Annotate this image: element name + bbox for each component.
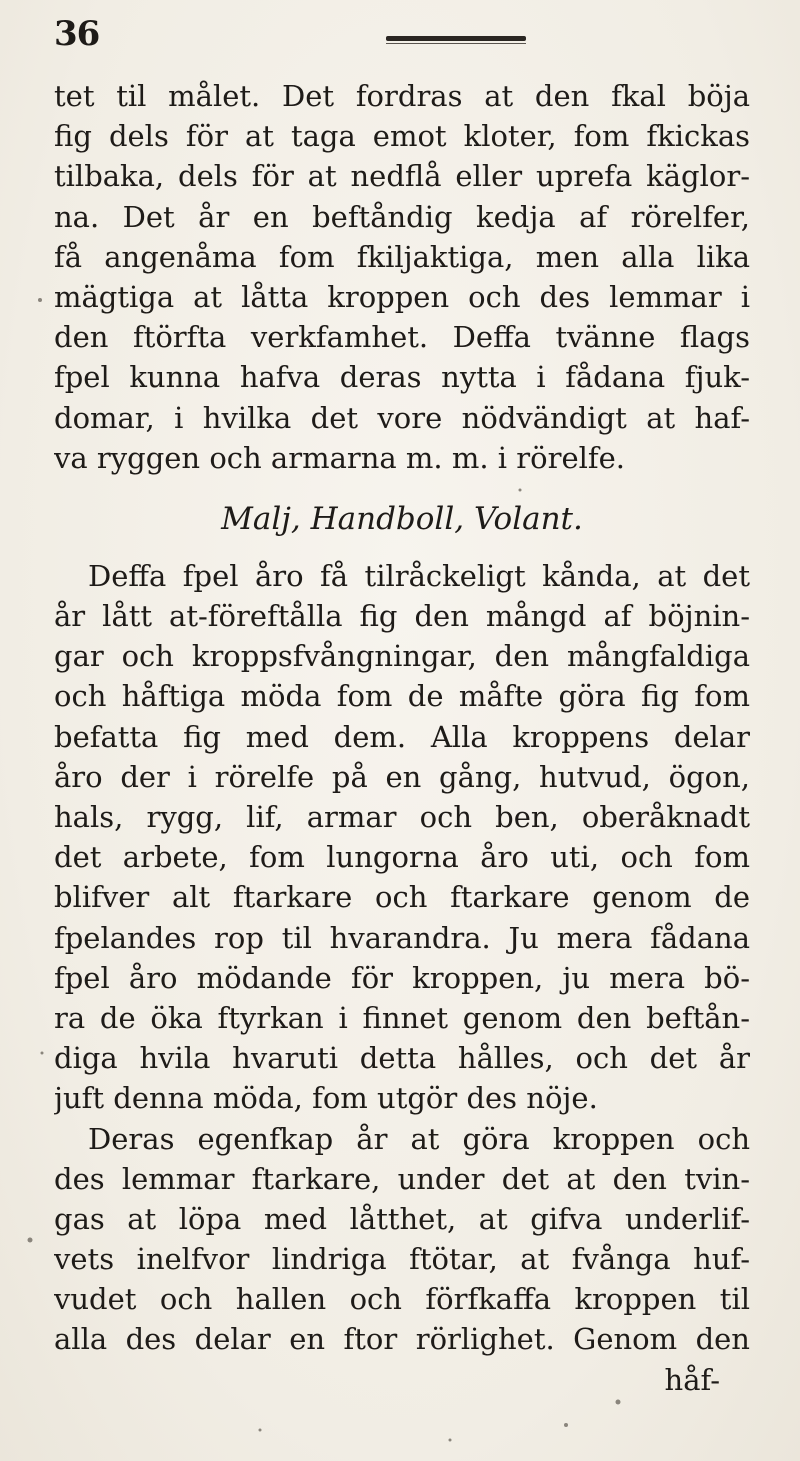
catchword: håf- [664, 1362, 720, 1397]
text-line: diga hvila hvaruti detta hålles, och det år [54, 1041, 750, 1076]
text-line: få angenåma fom fkiljaktiga, men alla lika [54, 239, 750, 274]
page-header [54, 14, 750, 76]
text-line: befatta fig med dem. Alla kroppens delar [54, 719, 750, 754]
text-line: domar, i hvilka det vore nödvändigt at haf- [54, 400, 750, 435]
body-text [54, 76, 750, 1400]
text-line: Deras egenfkap år at göra kroppen och [88, 1121, 750, 1156]
ornament-rule-icon [386, 36, 526, 44]
text-line: ra de öka ftyrkan i finnet genom den beftån- [54, 1000, 750, 1035]
text-line: vets inelfvor lindriga ftötar, at fvånga huf- [54, 1242, 750, 1277]
heading-part-3: Volant. [473, 500, 583, 537]
ornament-rule-thin [386, 43, 526, 44]
text-line: vudet och hallen och förfkaffa kroppen til [54, 1282, 750, 1317]
text-line: juft denna möda, fom utgör des nöje. [54, 1081, 598, 1116]
text-line: och håftiga möda fom de måfte göra fig fom [54, 679, 750, 714]
text-line: mägtiga at låtta kroppen och des lemmar i [54, 279, 750, 314]
heading-part-1: Malj [221, 500, 291, 537]
text-line: tilbaka, dels för at nedflå eller uprefa käglor- [54, 159, 750, 194]
text-line: hals, rygg, lif, armar och ben, oberåknadt [54, 800, 750, 834]
paragraph-3 [54, 1119, 750, 1360]
text-line: gar och kroppsfvångningar, den mångfaldiga [54, 639, 750, 674]
text-line: fpel kunna hafva deras nytta i fådana fjuk- [54, 360, 750, 395]
text-line: det arbete, fom lungorna åro uti, och fom [54, 840, 750, 875]
text-line: na. Det år en beftåndig kedja af rörelfer, [54, 199, 750, 234]
text-line: tet til målet. Det fordras at den fkal böja [54, 79, 750, 113]
text-line: blifver alt ftarkare och ftarkare genom de [54, 880, 750, 915]
section-heading [54, 496, 750, 542]
text-line: va ryggen och armarna m. m. i rörelfe. [54, 440, 626, 475]
text-line: fpelandes rop til hvarandra. Ju mera fådana [54, 920, 750, 955]
text-line: fpel åro mödande för kroppen, ju mera bö- [54, 960, 750, 995]
text-line: Deffa fpel åro få tilråckeligt kånda, at det [88, 558, 750, 593]
paragraph-1 [54, 76, 750, 478]
ornament-rule-bar [386, 36, 526, 41]
text-line: den ftörfta verkfamhet. Deffa tvänne flags [54, 320, 750, 355]
page-number: 36 [54, 14, 100, 54]
heading-part-2: Handboll [310, 500, 455, 537]
heading-separator: , [290, 500, 311, 537]
text-line: des lemmar ftarkare, under det at den tvin- [54, 1161, 750, 1196]
heading-separator: , [454, 500, 474, 537]
text-line: åro der i rörelfe på en gång, hutvud, ögon, [54, 759, 750, 794]
text-line: fig dels för at taga emot kloter, fom fkickas [54, 119, 750, 154]
text-line: alla des delar en ftor rörlighet. Genom den [54, 1322, 750, 1357]
text-line: år lått at-föreftålla fig den mångd af böjnin- [54, 599, 750, 634]
text-line: gas at löpa med låtthet, at gifva underlif- [54, 1201, 750, 1236]
paragraph-2 [54, 556, 750, 1119]
